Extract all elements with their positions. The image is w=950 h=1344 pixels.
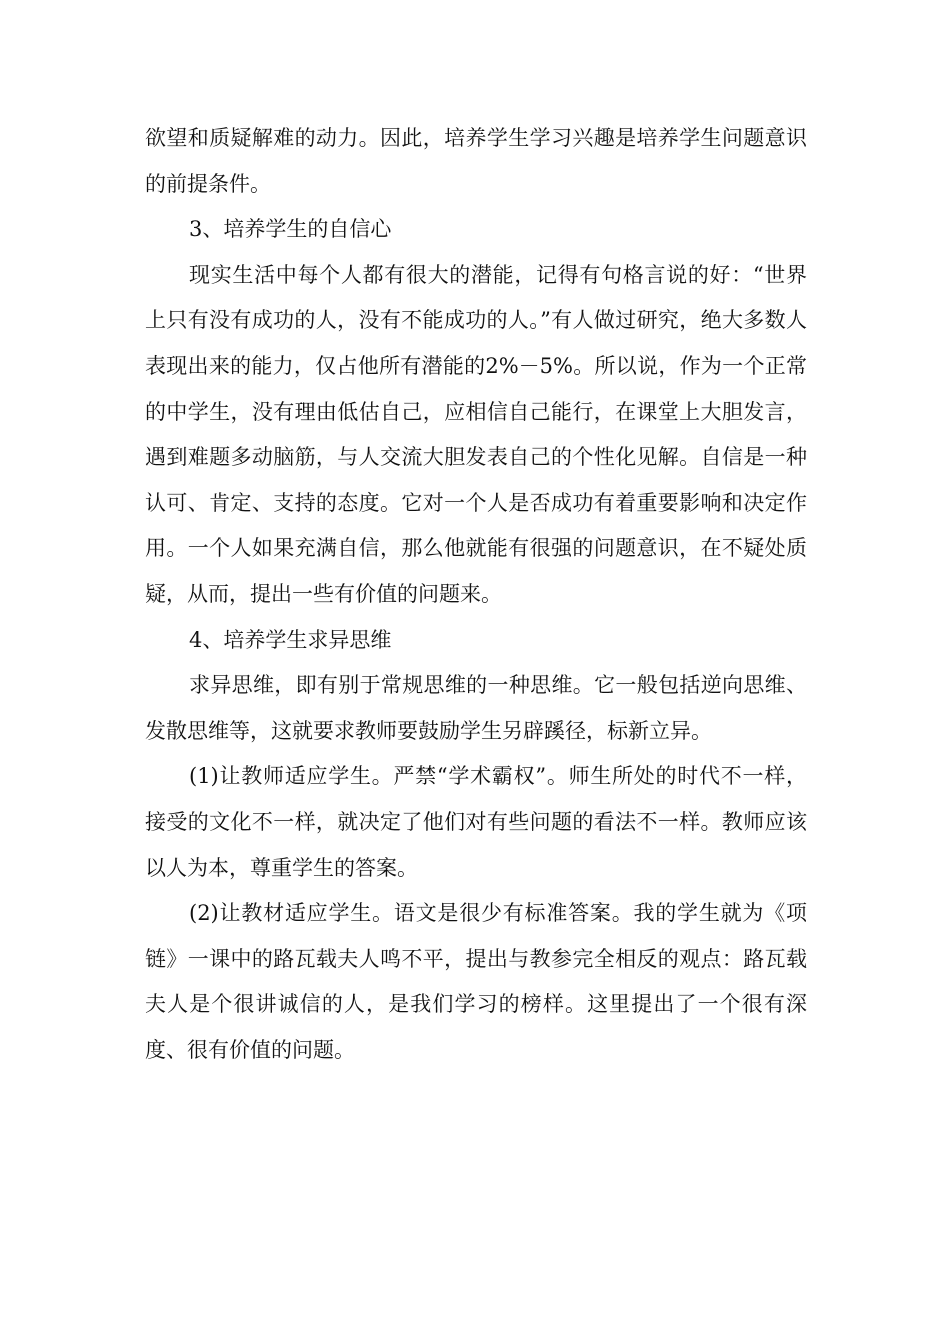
paragraph-confidence: 现实生活中每个人都有很大的潜能，记得有句格言说的好：“世界上只有没有成功的人，没有不能成功的人。”有人做过研究，绝大多数人表现出来的能力，仅占他所有潜能的2%－5%。所以说，作为一个正常的中学生，没有理由低估自己，应相信自己能行，在课堂上大胆发言，遇到难题多动脑筋，与人交流大胆发表自己的个性化见解。自信是一种认可、肯定、支持的态度。它对一个人是否成功有着重要影响和决定作用。一个人如果充满自信，那么他就能有很强的问题意识，在不疑处质疑，从而，提出一些有价值的问题来。	[145, 262, 807, 606]
paragraph-teacher-adapt: (1)让教师适应学生。严禁“学术霸权”。师生所处的时代不一样，接受的文化不一样，就决定了他们对有些问题的看法不一样。教师应该以人为本，尊重学生的答案。	[145, 764, 807, 880]
heading-divergent-thinking: 4、培养学生求异思维	[189, 627, 392, 652]
paragraph-textbook-adapt: (2)让教材适应学生。语文是很少有标准答案。我的学生就为《项链》一课中的路瓦载夫人鸣不平，提出与教参完全相反的观点：路瓦载夫人是个很讲诚信的人，是我们学习的榜样。这里提出了一个很有深度、很有价值的问题。	[145, 901, 807, 1062]
paragraph-divergent-thinking: 求异思维，即有别于常规思维的一种思维。它一般包括逆向思维、发散思维等，这就要求教师要鼓励学生另辟蹊径，标新立异。	[145, 673, 807, 743]
paragraph-continuation: 欲望和质疑解难的动力。因此，培养学生学习兴趣是培养学生问题意识的前提条件。	[145, 126, 807, 196]
heading-confidence: 3、培养学生的自信心	[189, 217, 392, 242]
body-text	[145, 116, 807, 1073]
